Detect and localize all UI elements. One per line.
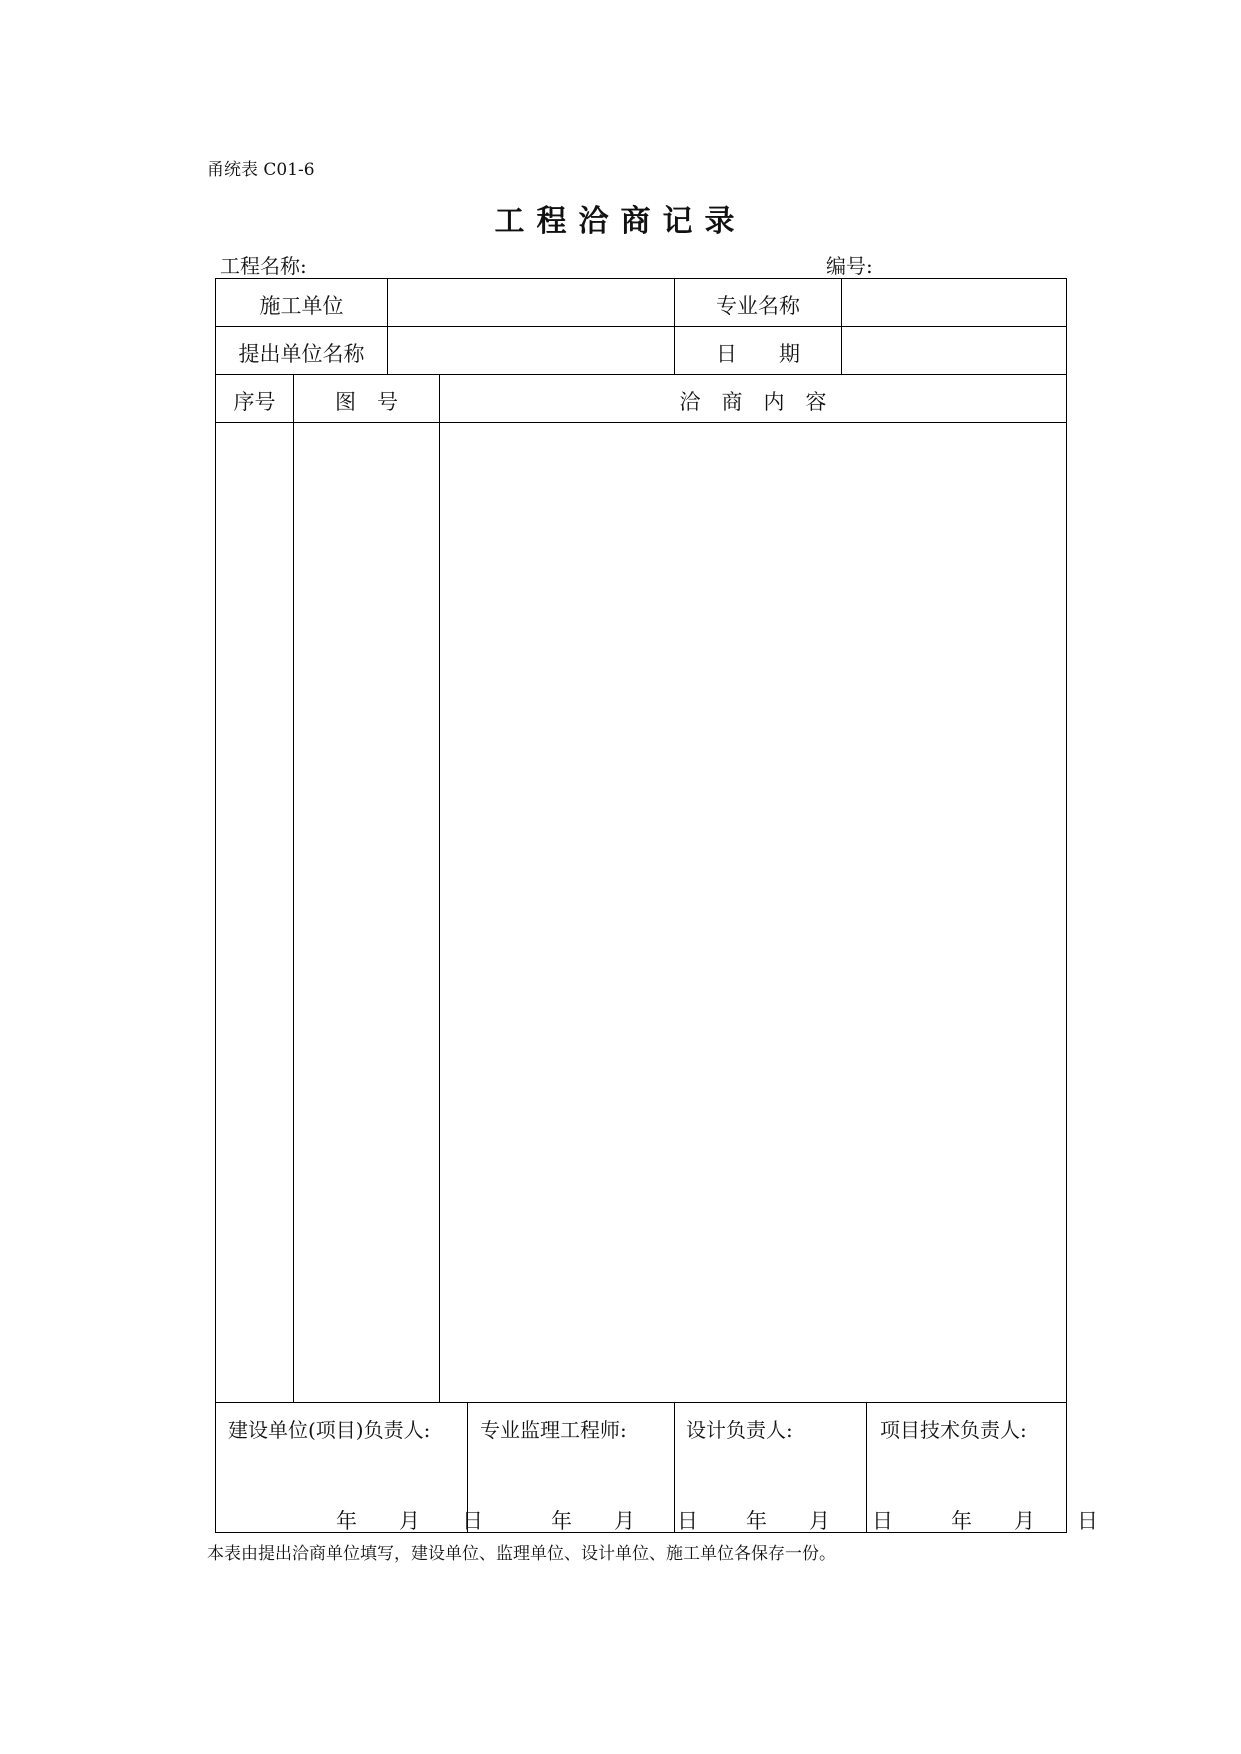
form-code: 甬统表 C01-6 [207, 160, 315, 180]
supervisor-sign-date: 年 月 日 [551, 1509, 698, 1533]
document-title: 工程洽商记录 [494, 204, 747, 239]
project-name-label: 工程名称: [220, 254, 307, 278]
drawing-no-entry-area[interactable] [294, 423, 439, 1402]
design-lead-label: 设计负责人: [686, 1418, 793, 1442]
seq-entry-area[interactable] [216, 423, 293, 1402]
proposer-unit-field[interactable] [388, 327, 674, 374]
content-column-header: 洽 商 内 容 [679, 390, 827, 414]
construction-unit-field[interactable] [388, 279, 674, 326]
specialty-label: 专业名称 [716, 294, 800, 318]
row-divider [216, 1402, 1066, 1403]
row-divider [216, 374, 1066, 375]
content-entry-area[interactable] [440, 423, 1066, 1402]
drawing-no-column-header: 图 号 [335, 390, 398, 414]
record-form-table [215, 278, 1098, 1533]
project-tech-lead-label: 项目技术负责人: [880, 1418, 1027, 1442]
design-sign-date: 年 月 日 [746, 1509, 893, 1533]
number-label: 编号: [826, 254, 873, 278]
supervisor-engineer-label: 专业监理工程师: [480, 1418, 627, 1442]
seq-column-header: 序号 [233, 390, 276, 414]
owner-sign-date: 年 月 日 [336, 1509, 483, 1533]
footnote: 本表由提出洽商单位填写，建设单位、监理单位、设计单位、施工单位各保存一份。 [207, 1544, 836, 1564]
tech-lead-sign-date: 年 月 日 [951, 1509, 1098, 1533]
owner-representative-label: 建设单位(项目)负责人: [228, 1418, 431, 1442]
specialty-field[interactable] [842, 279, 1066, 326]
date-label: 日 期 [716, 342, 800, 366]
construction-unit-label: 施工单位 [259, 294, 344, 318]
proposer-unit-label: 提出单位名称 [238, 342, 365, 366]
date-field[interactable] [842, 327, 1066, 374]
